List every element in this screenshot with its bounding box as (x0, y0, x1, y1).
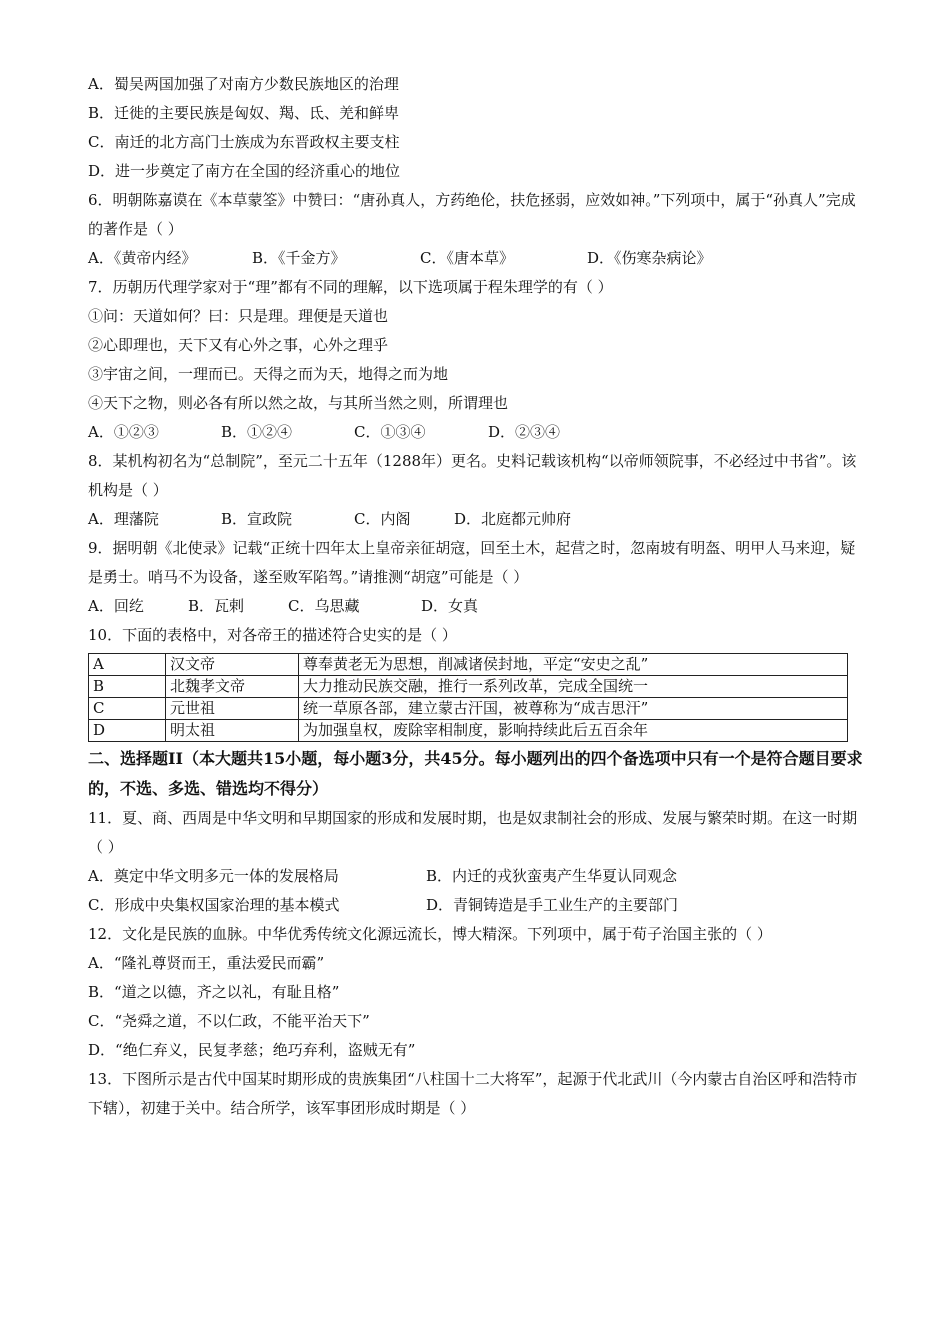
row-emperor: 北魏孝文帝 (166, 676, 299, 698)
q11-option-c: C．形成中央集权国家治理的基本模式 (88, 896, 340, 914)
q5-option-c: C．南迁的北方高门士族成为东晋政权主要支柱 (88, 133, 400, 151)
q5-option-d: D．进一步奠定了南方在全国的经济重心的地位 (88, 162, 401, 180)
q5-options (88, 70, 868, 186)
q7-option-b: B．①②④ (221, 423, 293, 441)
q5-option-a: A．蜀吴两国加强了对南方少数民族地区的治理 (88, 75, 399, 93)
question-8 (88, 447, 868, 534)
q7-item-4: ④天下之物，则必各有所以然之故，与其所当然之则，所谓理也 (88, 394, 509, 412)
q12-stem: 12．文化是民族的血脉。中华优秀传统文化源远流长，博大精深。下列项中，属于荀子治国主张的（ ） (88, 925, 772, 943)
q8-option-d: D．北庭都元帅府 (454, 510, 572, 528)
q12-option-d: D．“绝仁弃义，民复孝慈；绝巧弃利，盗贼无有” (88, 1041, 416, 1059)
q8-option-a: A．理藩院 (88, 510, 159, 528)
row-description: 统一草原各部，建立蒙古汗国，被尊称为“成吉思汗” (299, 698, 848, 720)
row-letter: B (89, 676, 166, 698)
row-letter: D (89, 720, 166, 742)
q7-option-d: D．②③④ (488, 423, 561, 441)
row-description: 大力推动民族交融，推行一系列改革，完成全国统一 (299, 676, 848, 698)
q8-option-b: B．宣政院 (221, 510, 293, 528)
q11-option-d: D．青铜铸造是手工业生产的主要部门 (426, 896, 679, 914)
q7-option-a: A．①②③ (88, 423, 159, 441)
question-10 (88, 621, 868, 742)
q7-options (88, 418, 868, 447)
q11-option-b: B．内迁的戎狄蛮夷产生华夏认同观念 (426, 867, 678, 885)
section-2-heading: 二、选择题II（本大题共15小题，每小题3分，共45分。每小题列出的四个备选项中只有一个是符合题目要求的，不选、多选、错选均不得分） (88, 749, 863, 798)
q10-table (88, 653, 848, 742)
table-row (89, 698, 848, 720)
q6-option-d: D．《伤寒杂病论》 (587, 249, 712, 267)
question-12 (88, 920, 868, 1065)
row-letter: C (89, 698, 166, 720)
question-6 (88, 186, 868, 273)
q8-stem: 8．某机构初名为“总制院”，至元二十五年（1288年）更名。史料记载该机构“以帝师领院事，不必经过中书省”。该机构是（ ） (88, 452, 857, 499)
q13-stem: 13．下图所示是古代中国某时期形成的贵族集团“八柱国十二大将军”，起源于代北武川（今内蒙古自治区呼和浩特市下辖），初建于关中。结合所学，该军事团形成时期是（ ） (88, 1070, 858, 1117)
q9-option-b: B．瓦剌 (188, 597, 245, 615)
table-row (89, 720, 848, 742)
q12-option-c: C．“尧舜之道，不以仁政，不能平治天下” (88, 1012, 370, 1030)
question-9 (88, 534, 868, 621)
q7-item-2: ②心即理也，天下又有心外之事，心外之理乎 (88, 336, 389, 354)
q6-option-b: B．《千金方》 (252, 249, 346, 267)
row-letter: A (89, 654, 166, 676)
q7-option-c: C．①③④ (354, 423, 426, 441)
q6-options (88, 244, 868, 273)
q9-options (88, 592, 868, 621)
q11-option-a: A．奠定中华文明多元一体的发展格局 (88, 867, 339, 885)
q8-option-c: C．内阁 (354, 510, 411, 528)
row-emperor: 元世祖 (166, 698, 299, 720)
q9-option-a: A．回纥 (88, 597, 144, 615)
q9-stem: 9．据明朝《北使录》记载“正统十四年太上皇帝亲征胡寇，回至土木，起营之时，忽南坡有明盔、明甲人马来迎，疑是勇士。哨马不为设备，遂至败军陷驾。”请推测“胡寇”可能是（ ） (88, 539, 856, 586)
q7-stem: 7．历朝历代理学家对于“理”都有不同的理解，以下选项属于程朱理学的有（ ） (88, 278, 613, 296)
question-13 (88, 1065, 868, 1123)
q11-options (88, 862, 868, 920)
q12-option-a: A．“隆礼尊贤而王，重法爱民而霸” (88, 954, 325, 972)
q8-options (88, 505, 868, 534)
question-11 (88, 804, 868, 920)
q9-option-c: C．乌思藏 (288, 597, 360, 615)
q5-option-b: B．迁徙的主要民族是匈奴、羯、氐、羌和鲜卑 (88, 104, 400, 122)
q7-item-1: ①问：天道如何？曰：只是理。理便是天道也 (88, 307, 389, 325)
q6-stem: 6．明朝陈嘉谟在《本草蒙筌》中赞曰：“唐孙真人，方药绝伦，扶危拯弱，应效如神。”下列项中，属于“孙真人”完成的著作是（ ） (88, 191, 856, 238)
row-description: 尊奉黄老无为思想，削减诸侯封地，平定“安史之乱” (299, 654, 848, 676)
row-emperor: 汉文帝 (166, 654, 299, 676)
q9-option-d: D．女真 (421, 597, 479, 615)
q12-option-b: B．“道之以德，齐之以礼，有耻且格” (88, 983, 340, 1001)
row-description: 为加强皇权，废除宰相制度，影响持续此后五百余年 (299, 720, 848, 742)
q7-item-3: ③宇宙之间，一理而已。天得之而为天，地得之而为地 (88, 365, 449, 383)
q10-stem: 10．下面的表格中，对各帝王的描述符合史实的是（ ） (88, 626, 457, 644)
q11-stem: 11．夏、商、西周是中华文明和早期国家的形成和发展时期，也是奴隶制社会的形成、发展与繁荣时期。在这一时期（ ） (88, 809, 858, 856)
exam-page (88, 70, 868, 1123)
q6-option-c: C．《唐本草》 (420, 249, 514, 267)
question-7 (88, 273, 868, 447)
q6-option-a: A．《黄帝内经》 (88, 249, 197, 267)
table-row (89, 654, 848, 676)
table-row (89, 676, 848, 698)
row-emperor: 明太祖 (166, 720, 299, 742)
